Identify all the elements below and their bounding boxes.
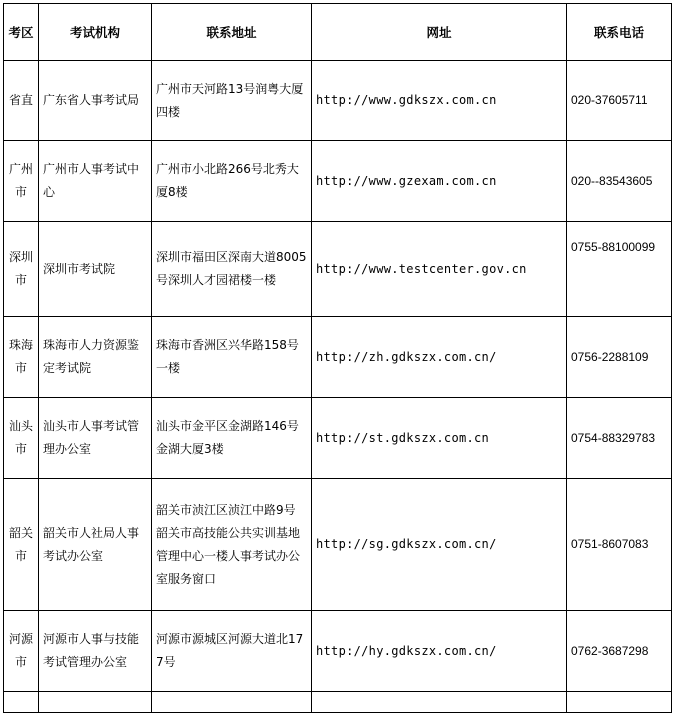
url-link[interactable]: http://www.testcenter.gov.cn: [312, 222, 567, 317]
table-row: [4, 317, 672, 398]
org-cell: 珠海市人力资源鉴定考试院: [39, 317, 152, 398]
url-link[interactable]: http://www.gzexam.com.cn: [312, 141, 567, 222]
address-cell: 汕头市金平区金湖路146号金湖大厦3楼: [152, 398, 312, 479]
org-cell: 广东省人事考试局: [39, 61, 152, 141]
phone-cell: [567, 692, 672, 713]
table-row: [4, 141, 672, 222]
address-cell: 韶关市浈江区浈江中路9号韶关市高技能公共实训基地管理中心一楼人事考试办公室服务窗口: [152, 479, 312, 611]
region-cell: 河源市: [4, 611, 39, 692]
url-link[interactable]: http://zh.gdkszx.com.cn/: [312, 317, 567, 398]
address-cell: 广州市天河路13号润粤大厦四楼: [152, 61, 312, 141]
url-link[interactable]: http://hy.gdkszx.com.cn/: [312, 611, 567, 692]
org-cell: [39, 692, 152, 713]
table-row: [4, 61, 672, 141]
table-row: [4, 398, 672, 479]
region-cell: 深圳市: [4, 222, 39, 317]
table-row: [4, 692, 672, 713]
org-cell: 河源市人事与技能考试管理办公室: [39, 611, 152, 692]
phone-cell: 0751-8607083: [567, 479, 672, 611]
header-url: 网址: [312, 4, 567, 61]
url-link[interactable]: http://www.gdkszx.com.cn: [312, 61, 567, 141]
header-phone: 联系电话: [567, 4, 672, 61]
address-cell: [152, 692, 312, 713]
region-cell: 广州市: [4, 141, 39, 222]
address-cell: 广州市小北路266号北秀大厦8楼: [152, 141, 312, 222]
url-link[interactable]: [312, 692, 567, 713]
table-row: [4, 611, 672, 692]
org-cell: 韶关市人社局人事考试办公室: [39, 479, 152, 611]
address-cell: 深圳市福田区深南大道8005号深圳人才园裙楼一楼: [152, 222, 312, 317]
url-link[interactable]: http://st.gdkszx.com.cn: [312, 398, 567, 479]
region-cell: 汕头市: [4, 398, 39, 479]
region-cell: 省直: [4, 61, 39, 141]
org-cell: 广州市人事考试中心: [39, 141, 152, 222]
address-cell: 河源市源城区河源大道北177号: [152, 611, 312, 692]
region-cell: 韶关市: [4, 479, 39, 611]
phone-cell: 020-37605711: [567, 61, 672, 141]
header-org: 考试机构: [39, 4, 152, 61]
table-row: [4, 222, 672, 317]
phone-cell: 020--83543605: [567, 141, 672, 222]
table-row: [4, 479, 672, 611]
org-cell: 深圳市考试院: [39, 222, 152, 317]
phone-cell: 0756-2288109: [567, 317, 672, 398]
exam-agency-table: [3, 3, 672, 713]
header-row: [4, 4, 672, 61]
region-cell: [4, 692, 39, 713]
phone-cell: 0755-88100099: [567, 222, 672, 317]
header-address: 联系地址: [152, 4, 312, 61]
header-region: 考区: [4, 4, 39, 61]
phone-cell: 0762-3687298: [567, 611, 672, 692]
org-cell: 汕头市人事考试管理办公室: [39, 398, 152, 479]
url-link[interactable]: http://sg.gdkszx.com.cn/: [312, 479, 567, 611]
address-cell: 珠海市香洲区兴华路158号一楼: [152, 317, 312, 398]
region-cell: 珠海市: [4, 317, 39, 398]
phone-cell: 0754-88329783: [567, 398, 672, 479]
